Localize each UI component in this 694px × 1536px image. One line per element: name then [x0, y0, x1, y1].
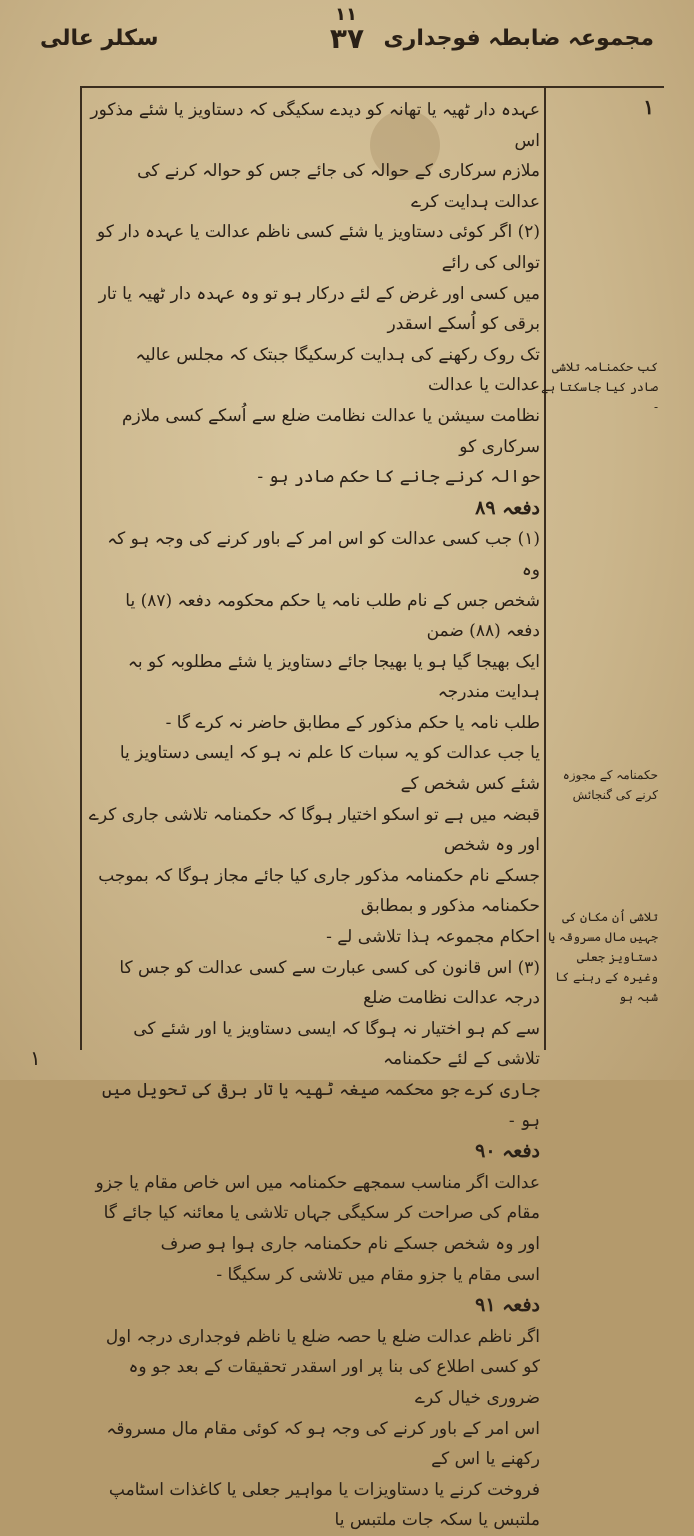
page-header [40, 22, 654, 62]
body-text [88, 95, 540, 1531]
text-line: سے کم ہو اختیار نہ ہوگا کہ ایسی دستاویز یا اور شئے کی تلاشی کے لئے حکمنامہ [133, 1018, 540, 1070]
margin-number: ۱ [643, 95, 654, 119]
text-line: اسی مقام یا جزو مقام میں تلاشی کر سکیگا - [216, 1264, 540, 1285]
text-line: جسکے نام حکمنامہ مذکور جاری کیا جائے مجاز ہوگا کہ بموجب حکمنامہ مذکور و بمطابق [98, 865, 540, 917]
text-line: اگر ناظم عدالت ضلع یا حصہ ضلع یا ناظم فوجداری درجہ اول [105, 1326, 540, 1347]
section-number: دفعہ ۹۰ [475, 1140, 540, 1163]
section-heading [88, 1290, 540, 1322]
text-line: یا جب عدالت کو یہ سبات کا علم نہ ہو کہ ایسی دستاویز یا شئے کس شخص کے [119, 743, 540, 795]
margin-note-stolen-property: تلاشی اُن مکان کی جہیں مال مسروقہ یا دستاویز جعلی وغیرہ کے رہنے کا شبہ ہو [548, 910, 658, 1004]
running-head: سکلر عالی [40, 26, 159, 51]
text-line: اس امر کے باور کرنے کی وجہ ہو کہ کوئی مقام مال مسروقہ رکھنے یا اس کے [106, 1418, 540, 1470]
text-line: نظامت سیشن یا عدالت نظامت ضلع سے اُسکے کسی ملازم سرکاری کو [121, 405, 540, 457]
text-line: عہدہ دار ٹھیہ یا تھانہ کو دیدے سکیگی کہ دستاویز یا شئے مذکور اس [90, 100, 540, 151]
text-line: حوالہ کرنے جانے کا حکم صادر ہو - [257, 467, 540, 488]
margin-notes [540, 95, 658, 1040]
text-line: مقام کی صراحت کر سکیگی جہاں تلاشی یا معائنہ کیا جائے گا اور وہ شخص جسکے نام حکمنامہ جاری ہوا ہو صرف [103, 1203, 540, 1254]
text-line: تک روک رکھنے کی ہدایت کرسکیگا جبتک کہ مجلس عالیہ عدالت یا عدالت [135, 344, 540, 396]
text-line: (۲) اگر کوئی دستاویز یا شئے کسی ناظم عدالت یا عہدہ دار کو توالی کی رائے [96, 222, 540, 273]
section-number: دفعہ ۹۱ [475, 1294, 540, 1317]
section-heading [88, 493, 540, 525]
text-line: ایک بھیجا گیا ہو یا بھیجا جائے دستاویز یا شئے مطلوبہ کو بہ ہدایت مندرجہ [127, 651, 540, 703]
corner-mark: ۱ [30, 1046, 41, 1070]
text-line: میں کسی اور غرض کے لئے درکار ہو تو وہ عہدہ دار ٹھیہ یا تار برقی کو اُسکے اسقدر [98, 283, 540, 335]
text-line: قبضہ میں ہے تو اسکو اختیار ہوگا کہ حکمنامہ تلاشی جاری کرے اور وہ شخص [88, 804, 540, 856]
text-line: احکام مجموعہ ہذا تلاشی لے - [326, 927, 540, 948]
text-line: جاری کرے جو محکمہ صیغہ ٹھیہ یا تار برقی کی تحویل میں ہو - [102, 1080, 540, 1131]
text-line: عدالت اگر مناسب سمجھے حکمنامہ میں اس خاص مقام یا جزو [95, 1172, 540, 1193]
frame-rule-left [80, 86, 82, 1050]
page-number: ۳۷ [329, 22, 365, 55]
text-line: شخص جس کے نام طلب نامہ یا حکم محکومہ دفعہ (۸۷) یا دفعہ (۸۸) ضمن [125, 590, 540, 642]
text-line: کو کسی اطلاع کی بنا پر اور اسقدر تحقیقات کے بعد جو وہ ضروری خیال کرے [128, 1357, 540, 1408]
section-heading [88, 1136, 540, 1168]
top-mark: ۱۱ [335, 4, 357, 25]
margin-note-place-specification: حکمنامہ کے مجوزہ کرنے کی گنجائش [562, 768, 658, 802]
text-line: طلب نامہ یا حکم مذکور کے مطابق حاضر نہ کرے گا - [165, 712, 540, 733]
text-line: (۳) اس قانون کی کسی عبارت سے کسی عدالت کو جس کا درجہ عدالت نظامت ضلع [119, 957, 540, 1009]
book-title: مجموعہ ضابطہ فوجداری [383, 26, 654, 51]
frame-rule-top [80, 86, 664, 88]
section-number: دفعہ ۸۹ [475, 496, 540, 519]
text-line: (۱) جب کسی عدالت کو اس امر کے باور کرنے کی وجہ ہو کہ وہ [107, 529, 540, 580]
margin-note-search-warrant: کب حکمنامہ تلاشی صادر کیا جاسکتا ہے - [541, 360, 658, 414]
text-line: ملازم سرکاری کے حوالہ کی جائے جس کو حوالہ کرنے کی عدالت ہدایت کرے [137, 161, 540, 212]
text-line: فروخت کرنے یا دستاویزات یا مواہیر جعلی یا کاغذات اسٹامپ ملتبس یا سکہ جات ملتبس یا [108, 1479, 540, 1531]
